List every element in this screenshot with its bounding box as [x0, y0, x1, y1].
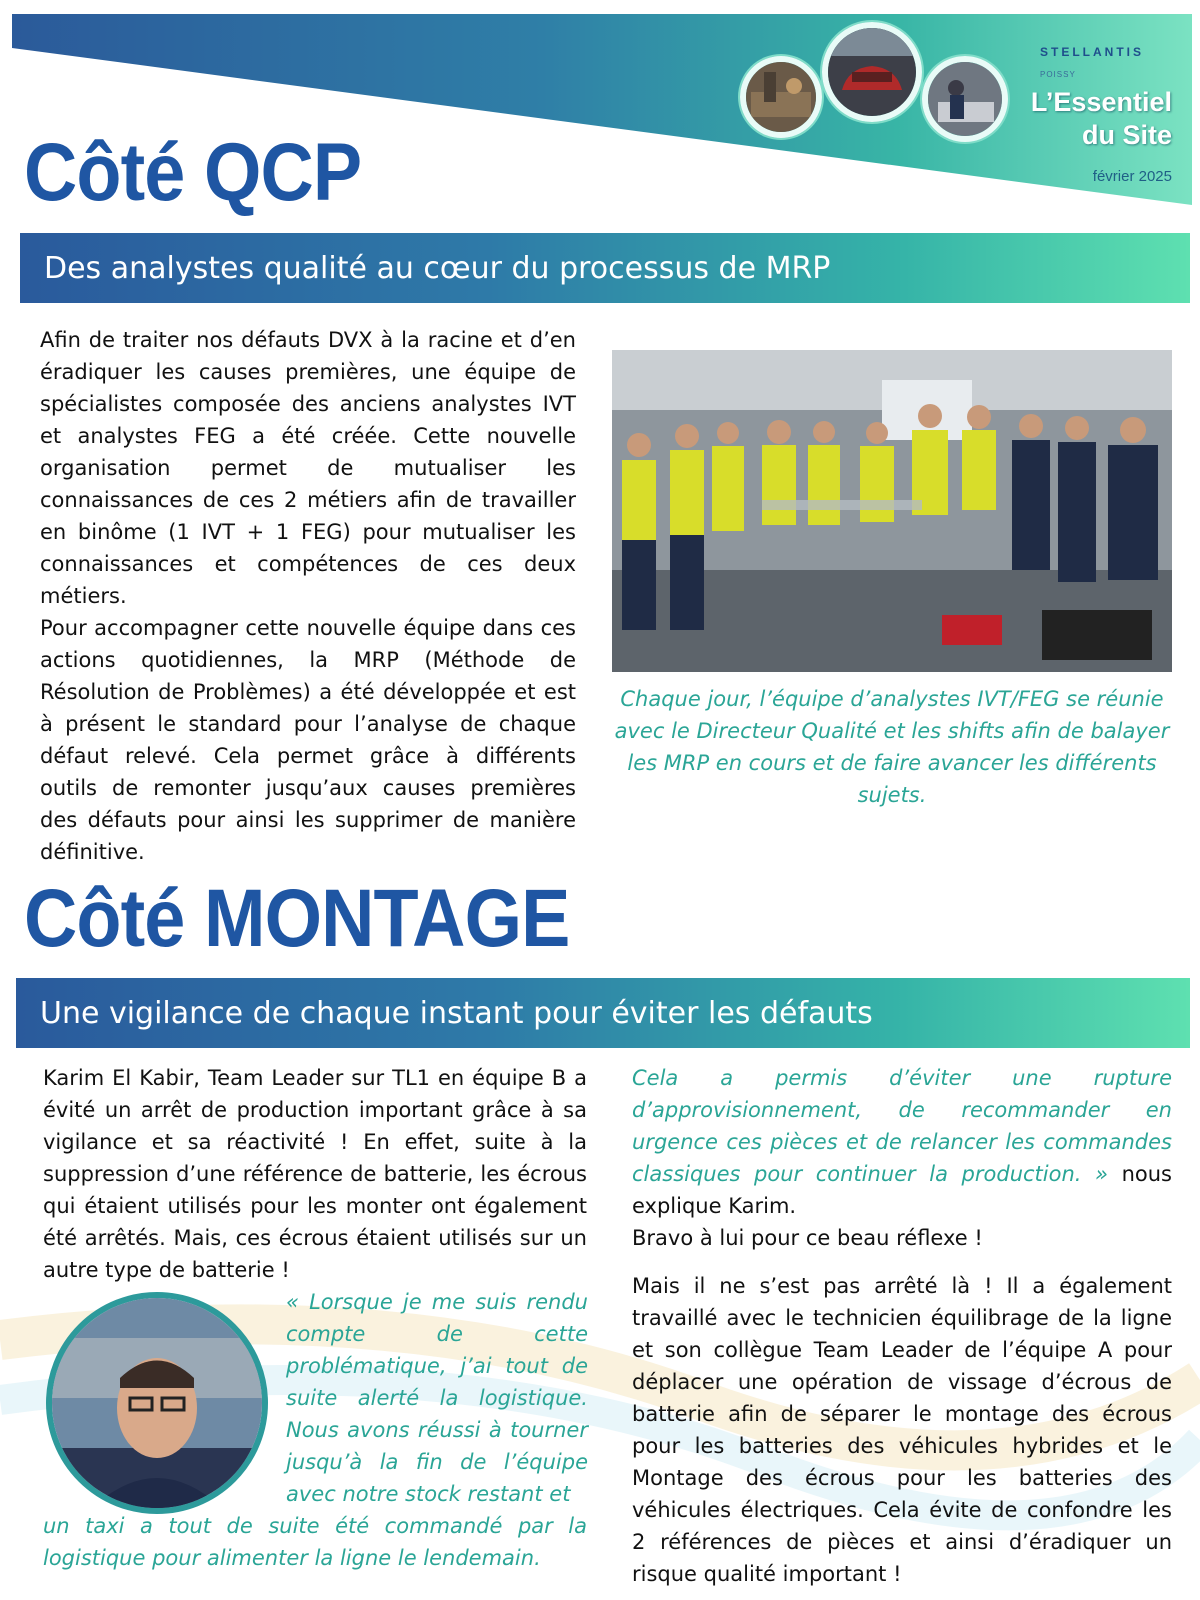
header-photo-car	[822, 22, 922, 122]
section-title-montage: Côté MONTAGE	[24, 873, 570, 964]
qcp-paragraph-2: Pour accompagner cette nouvelle équipe dans ces actions quotidiennes, la MRP (Méthode de Résolution de Problèmes) a été développée et est à présent le standard pour l’analyse de chaque défaut relevé. Cela permet grâce à différents outils de remonter jusqu’aux causes premières des défauts pour ainsi les supprimer de manière définitive.	[40, 616, 576, 864]
brand-logo: STELLANTIS	[1040, 45, 1144, 59]
team-photo-caption: Chaque jour, l’équipe d’analystes IVT/FEG se réunie avec le Directeur Qualité et les shifts afin de balayer les MRP en cours et de faire avancer les différents sujets.	[614, 687, 1170, 807]
edition-date: février 2025	[1092, 168, 1172, 185]
karim-quote-part3-wrapper	[632, 1062, 1172, 1222]
karim-portrait	[46, 1292, 268, 1514]
montage-left-paragraph: Karim El Kabir, Team Leader sur TL1 en équipe B a évité un arrêt de production important grâce à sa vigilance et sa réactivité ! En effet, suite à la suppression d’une référence de batterie, les écrous qui étaient utilisés pour les monter ont également été arrêtés. Mais, ces écrous étaient utilisés sur un autre type de batterie !	[43, 1066, 587, 1282]
quote-attribution: nous explique Karim.	[632, 1162, 1172, 1218]
montage-right-body	[632, 1062, 1172, 1590]
site-name: POISSY	[1040, 70, 1076, 79]
header-photo-assembly	[740, 56, 822, 138]
montage-right-paragraph: Mais il ne s’est pas arrêté là ! Il a également travaillé avec le technicien équilibrage de la ligne et son collègue Team Leader de l’équipe A pour déplacer une opération de vissage d’écrous de batterie afin de séparer le montage des écrous pour les batteries des véhicules hybrides et le Montage des écrous pour les batteries des véhicules électriques. Cela évite de confondre les 2 références de pièces et ainsi d’éradiquer un risque qualité important !	[632, 1274, 1172, 1586]
banner-montage: Une vigilance de chaque instant pour éviter les défauts	[16, 978, 1190, 1048]
bravo-line: Bravo à lui pour ce beau réflexe !	[632, 1226, 983, 1250]
team-photo	[612, 350, 1172, 672]
karim-quote-part3: Cela a permis d’éviter une rupture d’approvisionnement, de recommander en urgence ces pièces et de relancer les commandes classiques pour continuer la production. »	[632, 1066, 1172, 1186]
qcp-paragraph-1: Afin de traiter nos défauts DVX à la racine et d’en éradiquer les causes premières, une équipe de spécialistes composée des anciens analystes IVT et analystes FEG a été créée. Cette nouvelle organisation permet de mutualiser les connaissances de ces 2 métiers afin de travailler en binôme (1 IVT + 1 FEG) pour mutualiser les connaissances et compétences de ces deux métiers.	[40, 328, 576, 608]
publication-title	[1031, 86, 1172, 152]
publication-title-line1: L’Essentiel	[1030, 87, 1172, 117]
montage-left-body	[43, 1062, 587, 1286]
header-photo-operator	[922, 56, 1008, 142]
qcp-body	[40, 324, 576, 868]
karim-quote-part2: un taxi a tout de suite été commandé par la logistique pour alimenter la ligne le lendemain.	[43, 1514, 587, 1570]
karim-quote-part1: « Lorsque je me suis rendu compte de cette problématique, j’ai tout de suite alerté la logistique. Nous avons réussi à tourner jusqu’à la fin de l’équipe avec notre stock restant et	[286, 1290, 588, 1506]
banner-qcp: Des analystes qualité au cœur du processus de MRP	[20, 233, 1190, 303]
section-title-qcp: Côté QCP	[24, 127, 362, 218]
publication-title-line2: du Site	[1081, 120, 1172, 150]
paragraph-spacer	[632, 1254, 1172, 1270]
